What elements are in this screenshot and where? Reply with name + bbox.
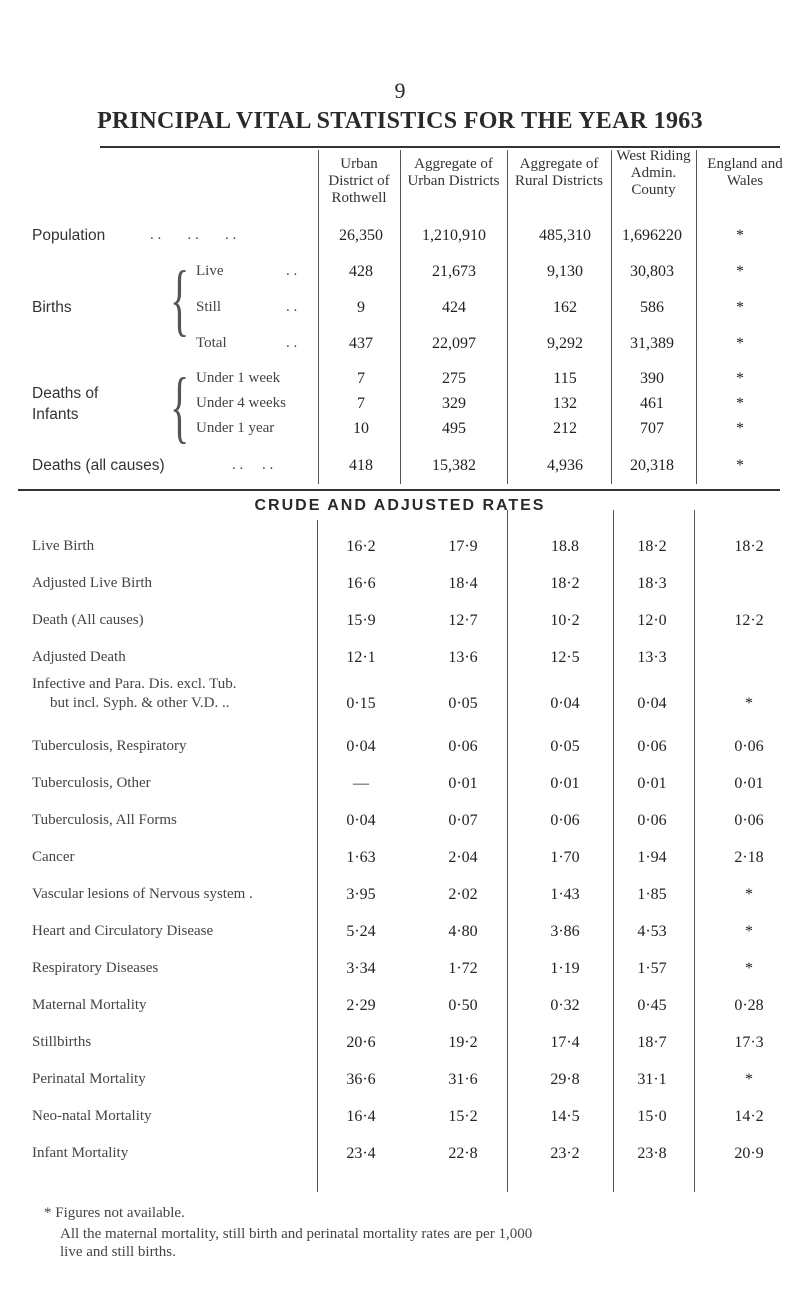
value-cell: * xyxy=(736,395,744,412)
rate-value: 0·04 xyxy=(637,695,667,712)
rate-label: Adjusted Death xyxy=(32,649,126,665)
rate-value: 0·04 xyxy=(550,695,580,712)
rate-value: 2·18 xyxy=(734,849,764,866)
value-cell: 1,210,910 xyxy=(422,227,486,244)
rate-value: 36·6 xyxy=(346,1071,376,1088)
rate-label: Tuberculosis, All Forms xyxy=(32,812,177,828)
rate-label: Maternal Mortality xyxy=(32,997,147,1013)
rate-value: 0·06 xyxy=(448,738,478,755)
rate-label: Death (All causes) xyxy=(32,612,144,628)
rate-value: 18·4 xyxy=(448,575,478,592)
brace-icon: { xyxy=(170,363,190,451)
rate-label: Tuberculosis, Respiratory xyxy=(32,738,187,754)
rate-value: 17·9 xyxy=(448,538,478,555)
value-cell: 461 xyxy=(640,395,664,412)
rate-value: 12·7 xyxy=(448,612,478,629)
leader-dots: . . xyxy=(286,299,298,315)
rate-value: 18·2 xyxy=(734,538,764,555)
value-cell: 21,673 xyxy=(432,263,476,280)
rate-label: Live Birth xyxy=(32,538,95,554)
value-cell: 428 xyxy=(349,263,373,280)
column-header: West Riding Admin. County xyxy=(616,148,691,198)
value-cell: 15,382 xyxy=(432,457,476,474)
value-cell: * xyxy=(736,420,744,437)
rate-value: 17·3 xyxy=(734,1034,764,1051)
rate-value: 0·01 xyxy=(734,775,764,792)
rate-value: 1·85 xyxy=(637,886,667,903)
rate-value: 16·6 xyxy=(346,575,376,592)
rate-value: 1·57 xyxy=(637,960,667,977)
rate-value: 0·07 xyxy=(448,812,478,829)
rate-value: 0·45 xyxy=(637,997,667,1014)
sub-label: Under 1 year xyxy=(196,420,275,436)
rate-value: 13·6 xyxy=(448,649,478,666)
value-cell: 10 xyxy=(353,420,369,437)
rate-value: 18·2 xyxy=(637,538,667,555)
rate-value: 19·2 xyxy=(448,1034,478,1051)
rate-value: 2·02 xyxy=(448,886,478,903)
rate-value: 15·0 xyxy=(637,1108,667,1125)
rate-value: 1·43 xyxy=(550,886,580,903)
row-label-all-deaths: Deaths (all causes) xyxy=(32,457,165,474)
leader-dots: . . . . . . xyxy=(150,227,237,243)
footnote-star: * Figures not available. xyxy=(44,1205,185,1221)
rate-value: 4·53 xyxy=(637,923,667,940)
rate-value: 0·04 xyxy=(346,812,376,829)
sub-label: Under 4 weeks xyxy=(196,395,286,411)
rate-label: Adjusted Live Birth xyxy=(32,575,152,591)
value-cell: 275 xyxy=(442,370,466,387)
rate-value: 16·4 xyxy=(346,1108,376,1125)
rate-value: 22·8 xyxy=(448,1145,478,1162)
page-title: PRINCIPAL VITAL STATISTICS FOR THE YEAR 1963 xyxy=(97,108,703,134)
rate-value: 29·8 xyxy=(550,1071,580,1088)
page-number: 9 xyxy=(394,78,406,103)
rate-value: 0·06 xyxy=(734,738,764,755)
rate-value: 12·2 xyxy=(734,612,764,629)
rate-value: 0·06 xyxy=(637,812,667,829)
rate-label: Tuberculosis, Other xyxy=(32,775,151,791)
row-label-births: Births xyxy=(32,299,72,316)
rate-value: 5·24 xyxy=(346,923,376,940)
rate-value: 1·70 xyxy=(550,849,580,866)
value-cell: 9,292 xyxy=(547,335,583,352)
rate-value: 31·6 xyxy=(448,1071,478,1088)
rate-value: 0·01 xyxy=(637,775,667,792)
value-cell: 9 xyxy=(357,299,365,316)
rate-label: but incl. Syph. & other V.D. .. xyxy=(50,695,230,711)
value-cell: 418 xyxy=(349,457,373,474)
rate-label-line: Infective and Para. Dis. excl. Tub. xyxy=(32,676,237,692)
row-label-deaths-of: Deaths of xyxy=(32,385,99,402)
value-cell: * xyxy=(736,227,744,244)
value-cell: 390 xyxy=(640,370,664,387)
rate-value: 18·2 xyxy=(550,575,580,592)
section-heading: CRUDE AND ADJUSTED RATES xyxy=(254,497,546,514)
value-cell: 437 xyxy=(349,335,373,352)
rate-label: Cancer xyxy=(32,849,75,865)
rate-value: 2·04 xyxy=(448,849,478,866)
rate-value: 17·4 xyxy=(550,1034,580,1051)
rate-value: 15·2 xyxy=(448,1108,478,1125)
value-cell: 212 xyxy=(553,420,577,437)
value-cell: 7 xyxy=(357,395,365,412)
rate-value: 0·06 xyxy=(637,738,667,755)
value-cell: 707 xyxy=(640,420,664,437)
column-header: Aggregate of Urban Districts xyxy=(407,156,500,189)
value-cell: * xyxy=(736,263,744,280)
rate-value: 3·34 xyxy=(346,960,376,977)
rate-value: 1·63 xyxy=(346,849,376,866)
rate-value: 0·05 xyxy=(448,695,478,712)
rate-value: 13·3 xyxy=(637,649,667,666)
column-header: England and Wales xyxy=(707,156,783,189)
value-cell: 4,936 xyxy=(547,457,583,474)
leader-dots: . . xyxy=(286,263,298,279)
rate-value: 0·28 xyxy=(734,997,764,1014)
value-cell: 162 xyxy=(553,299,577,316)
rate-value: 15·9 xyxy=(346,612,376,629)
rate-value: 12·5 xyxy=(550,649,580,666)
rate-value: 12·0 xyxy=(637,612,667,629)
rate-value: 20·9 xyxy=(734,1145,764,1162)
sub-label: Still xyxy=(196,299,222,315)
rate-value: 4·80 xyxy=(448,923,478,940)
value-cell: 9,130 xyxy=(547,263,583,280)
leader-dots: . . . . xyxy=(232,457,274,473)
value-cell: 424 xyxy=(442,299,466,316)
rate-value: 14·2 xyxy=(734,1108,764,1125)
rate-label: Neo-natal Mortality xyxy=(32,1108,152,1124)
rate-label: Respiratory Diseases xyxy=(32,960,159,976)
rate-value: 3·86 xyxy=(550,923,580,940)
rate-label: Heart and Circulatory Disease xyxy=(32,923,214,939)
rate-value: 0·05 xyxy=(550,738,580,755)
rate-value: 3·95 xyxy=(346,886,376,903)
value-cell: 586 xyxy=(640,299,664,316)
rate-value: 23·2 xyxy=(550,1145,580,1162)
value-cell: 329 xyxy=(442,395,466,412)
rate-value: 23·4 xyxy=(346,1145,376,1162)
value-cell: * xyxy=(736,370,744,387)
row-label-infants: Infants xyxy=(32,406,79,423)
rate-value: 2·29 xyxy=(346,997,376,1014)
rate-value: * xyxy=(745,1071,753,1088)
column-header: Urban District of Rothwell xyxy=(328,156,390,206)
sub-label: Total xyxy=(196,335,227,351)
rate-value: 0·06 xyxy=(734,812,764,829)
value-cell: 26,350 xyxy=(339,227,383,244)
rate-value: * xyxy=(745,923,753,940)
value-cell: * xyxy=(736,299,744,316)
rate-label: Infant Mortality xyxy=(32,1145,129,1161)
rate-label: Vascular lesions of Nervous system . xyxy=(32,886,253,902)
rate-value: * xyxy=(745,695,753,712)
rate-value: 20·6 xyxy=(346,1034,376,1051)
value-cell: * xyxy=(736,457,744,474)
rate-value: 0·01 xyxy=(448,775,478,792)
value-cell: * xyxy=(736,335,744,352)
value-cell: 1,696220 xyxy=(622,227,682,244)
rate-value: 10·2 xyxy=(550,612,580,629)
rate-value: 14·5 xyxy=(550,1108,580,1125)
rate-value: 0·04 xyxy=(346,738,376,755)
rate-value: 1·72 xyxy=(448,960,478,977)
rate-value: 1·94 xyxy=(637,849,667,866)
footnote-note: All the maternal mortality, still birth and perinatal mortality rates are per 1,000 xyxy=(60,1226,533,1242)
brace-icon: { xyxy=(170,256,190,344)
value-cell: 132 xyxy=(553,395,577,412)
sub-label: Under 1 week xyxy=(196,370,281,386)
leader-dots: . . xyxy=(286,335,298,351)
value-cell: 30,803 xyxy=(630,263,674,280)
rate-value: 1·19 xyxy=(550,960,580,977)
column-header: Aggregate of Rural Districts xyxy=(515,156,603,189)
rate-value: 23·8 xyxy=(637,1145,667,1162)
rate-value: 31·1 xyxy=(637,1071,667,1088)
rate-value: 0·32 xyxy=(550,997,580,1014)
rate-value: 16·2 xyxy=(346,538,376,555)
rate-value: 12·1 xyxy=(346,649,376,666)
rate-value: 18·3 xyxy=(637,575,667,592)
rate-value: 0·01 xyxy=(550,775,580,792)
footnote-note-cont: live and still births. xyxy=(60,1244,176,1260)
value-cell: 485,310 xyxy=(539,227,591,244)
rate-value: 18.8 xyxy=(551,538,579,555)
value-cell: 115 xyxy=(553,370,577,387)
rate-value: 0·15 xyxy=(346,695,376,712)
value-cell: 495 xyxy=(442,420,466,437)
rate-label: Stillbirths xyxy=(32,1034,92,1050)
rate-value: * xyxy=(745,886,753,903)
rate-value: * xyxy=(745,960,753,977)
rate-label: Perinatal Mortality xyxy=(32,1071,146,1087)
value-cell: 22,097 xyxy=(432,335,476,352)
rate-value: — xyxy=(353,775,369,792)
sub-label: Live xyxy=(196,263,224,279)
rate-value: 0·50 xyxy=(448,997,478,1014)
value-cell: 31,389 xyxy=(630,335,674,352)
value-cell: 7 xyxy=(357,370,365,387)
rate-value: 18·7 xyxy=(637,1034,667,1051)
rate-value: 0·06 xyxy=(550,812,580,829)
value-cell: 20,318 xyxy=(630,457,674,474)
divider-rule xyxy=(18,489,780,491)
row-label-population: Population xyxy=(32,227,106,244)
